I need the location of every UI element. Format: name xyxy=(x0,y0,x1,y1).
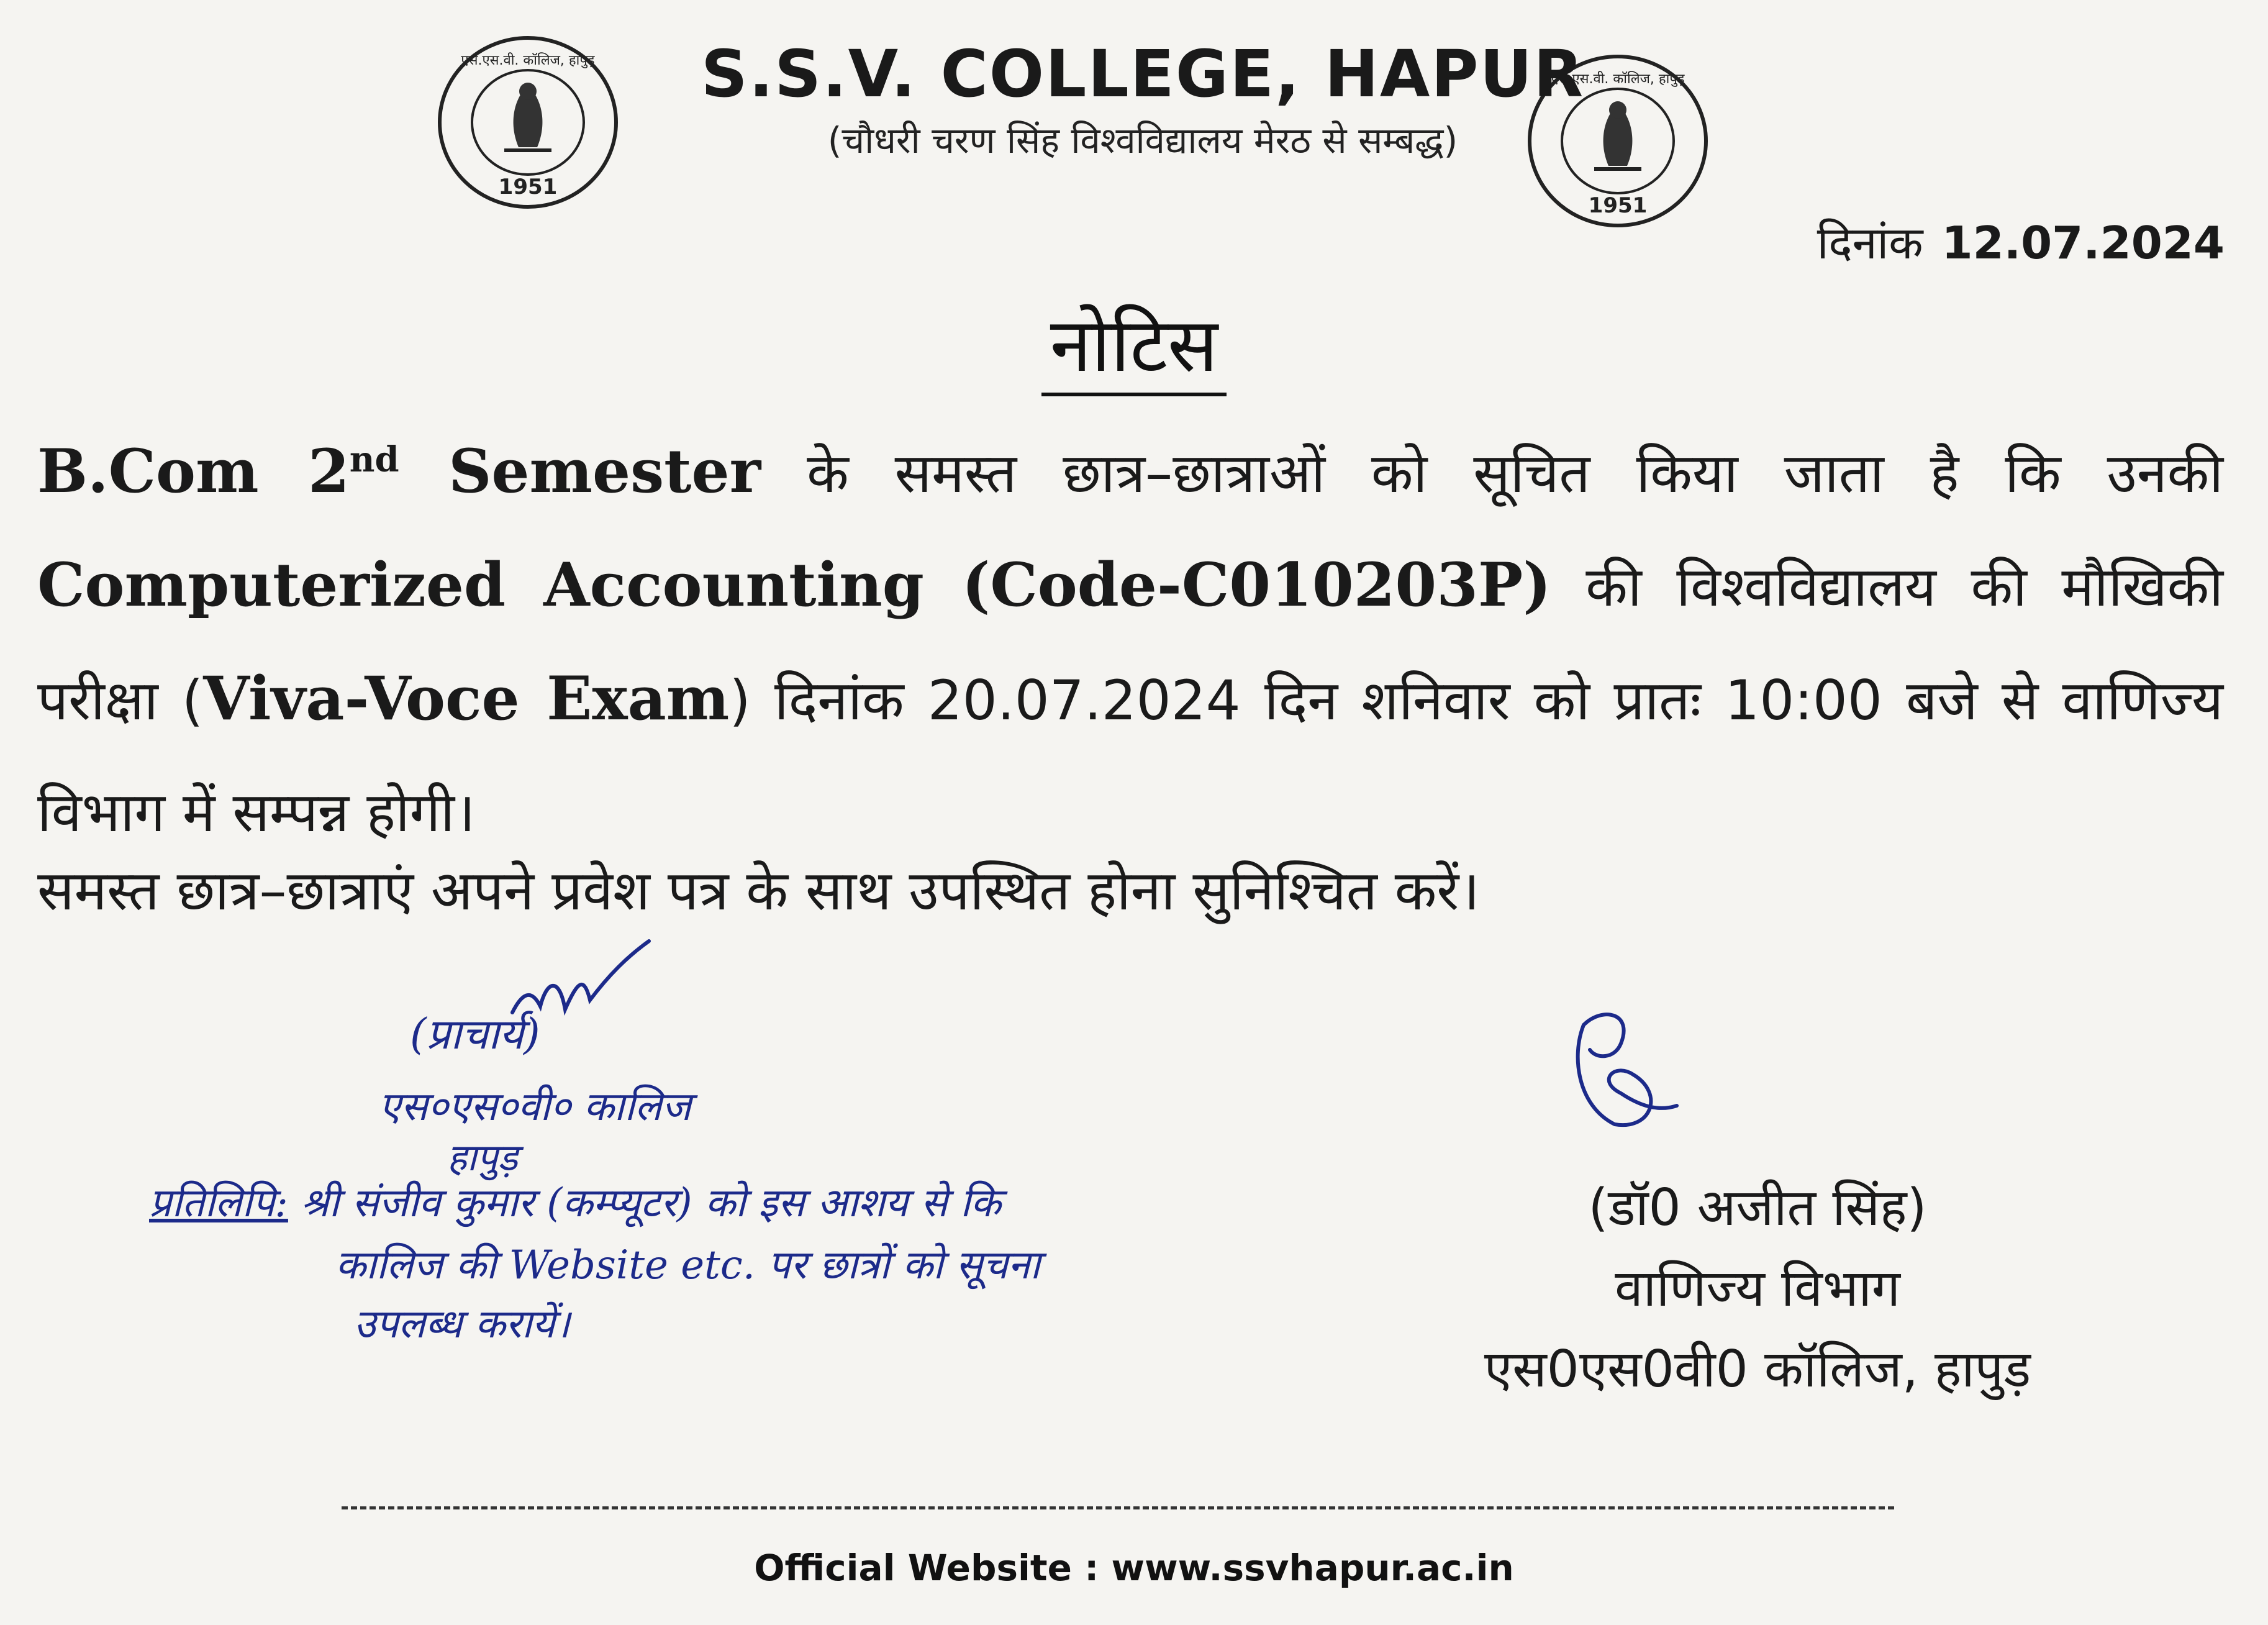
body-text-3: ) दिनांक 20.07.2024 दिन शनिवार को प्रातः 10:00 बजे से वाणिज्य विभाग में सम्पन्न होगी। xyxy=(37,668,2224,844)
footer-divider xyxy=(342,1506,1894,1509)
college-name: S.S.V. COLLEGE, HAPUR xyxy=(701,36,1585,112)
affiliation: (चौधरी चरण सिंह विश्वविद्यालय मेरठ से सम्बद्ध) xyxy=(827,119,1458,162)
exam-name: Viva-Voce Exam xyxy=(203,663,730,734)
principal-college: एस०एस०वी० कालिज xyxy=(379,1084,691,1130)
date-line xyxy=(1817,211,2225,272)
college-seal-left xyxy=(435,32,621,212)
body-text-1: के समस्त छात्र–छात्राओं को सूचित किया जाता है कि उनकी xyxy=(807,441,2224,505)
subject-name: Computerized Accounting (Code-C010203P) xyxy=(37,550,1551,620)
copy-note-line-1 xyxy=(149,1174,1001,1228)
signatory-college: एस0एस0वी0 कॉलिज, हापुड़ xyxy=(1484,1340,2031,1399)
notice-body xyxy=(37,404,2223,868)
signatory-department: वाणिज्य विभाग xyxy=(1615,1259,1900,1318)
instruction-line: समस्त छात्र–छात्राएं अपने प्रवेश पत्र के साथ उपस्थित होना सुनिश्चित करें। xyxy=(37,858,1480,922)
notice-title xyxy=(0,292,2268,393)
copy-label: प्रतिलिपि: xyxy=(149,1180,288,1226)
notice-title-text: नोटिस xyxy=(1041,303,1227,396)
body-text-2: की विश्वविद्यालय की मौखिकी परीक्षा ( xyxy=(37,555,2223,732)
course-name: B.Com 2nd Semester xyxy=(37,436,761,506)
hod-signature xyxy=(1546,1000,1683,1137)
copy-note-line-3: उपलब्ध करायें। xyxy=(354,1301,570,1347)
signatory-block xyxy=(1385,1168,2130,1410)
date-value: 12.07.2024 xyxy=(1941,217,2225,269)
principal-label: (प्राचार्य) xyxy=(410,1010,540,1059)
seal-year: 1951 xyxy=(498,175,558,199)
seal-text: एस.एस.वी. कॉलिज, हापुड़ xyxy=(1551,71,1685,87)
copy-note-line-2: कालिज की Website etc. पर छात्रों को सूचना xyxy=(335,1242,1041,1288)
date-label: दिनांक xyxy=(1817,217,1923,269)
signatory-name: (डॉ0 अजीत सिंह) xyxy=(1588,1178,1927,1237)
official-website: Official Website : www.ssvhapur.ac.in xyxy=(754,1547,1514,1589)
seal-text: एस.एस.वी. कॉलिज, हापुड़ xyxy=(461,53,595,68)
seal-year: 1951 xyxy=(1588,193,1648,218)
copy-text-1: श्री संजीव कुमार (कम्प्यूटर) को इस आशय से कि xyxy=(301,1180,1001,1226)
principal-city: हापुड़ xyxy=(447,1136,518,1180)
